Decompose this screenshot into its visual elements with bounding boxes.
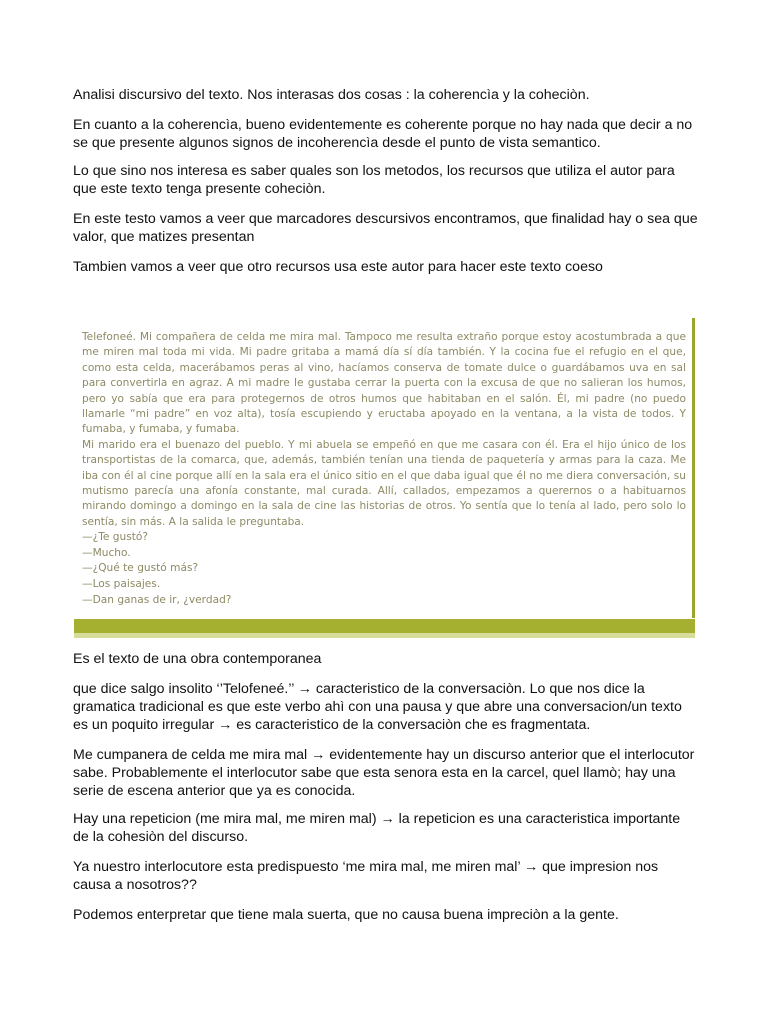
celda-paragraph: Me cumpanera de celda me mira mal → evidentemente hay un discurso anterior que el interlocutor sabe. Probablemente el interlocutor sabe que esta senora esta en la carcel, quel llamò; hay una serie de escena anterior que ya es conocida. [73, 747, 695, 799]
excerpt-text [82, 330, 686, 608]
markers-paragraph: En este testo vamos a veer que marcadores descursivos encontramos, que finalidad hay o sea que valor, que matizes presentan [73, 211, 698, 245]
coherence-paragraph: En cuanto a la coherencìa, bueno evidentemente es coherente porque no hay nada que decir a no se que presente algunos signos de incoherencìa desde el punto de vista semantico. [73, 117, 693, 151]
resources-paragraph: Tambien vamos a veer que otro recursos usa este autor para hacer este texto coeso [73, 259, 603, 275]
excerpt-dialogue-line: —Los paisajes. [82, 577, 161, 590]
interpretation-paragraph: Podemos enterpretar que tiene mala suerta, que no causa buena impreciòn a la gente. [73, 907, 619, 923]
methods-paragraph: Lo que sino nos interesa es saber quales son los metodos, los recursos que utiliza el autor para que este texto tenga presente coheciòn. [73, 163, 675, 197]
excerpt-bottom-rule [74, 619, 695, 633]
excerpt-side-rule [692, 318, 695, 618]
excerpt-dialogue-line: —Dan ganas de ir, ¿verdad? [82, 593, 232, 606]
excerpt-image [74, 318, 695, 638]
excerpt-dialogue-line: —¿Qué te gustó más? [82, 562, 199, 575]
excerpt-dialogue-line: —Mucho. [82, 546, 131, 559]
excerpt-paragraph-2: Mi marido era el buenazo del pueblo. Y mi abuela se empeñó en que me casara con él. Era el hijo único de los transportistas de la comarca, que, además, también tenían una tienda de paquetería y armas para la caza. Me iba con él al cine porque allí en la sala era el único sitio en el que daba igual que él no me diera conversación, su mutismo parecía una afonía constante, mal curada. Allí, callados, empezamos a querernos o a habituarnos mirando domingo a domingo en la sala de cine las historias de otros. Yo sentía que lo tenía al lado, pero solo lo sentía, sin más. A la salida le preguntaba. [82, 438, 686, 528]
contemporary-paragraph: Es el texto de una obra contemporanea [73, 651, 322, 667]
excerpt-bottom-rule-light [74, 633, 695, 638]
predisposed-paragraph: Ya nuestro interlocutore esta predispuesto ‘me mira mal, me miren mal’ → que impresion nos causa a nosotros?? [73, 859, 659, 893]
excerpt-dialogue-line: —¿Te gustó? [82, 531, 148, 544]
excerpt-paragraph-1: Telefoneé. Mi compañera de celda me mira mal. Tampoco me resulta extraño porque estoy acostumbrada a que me miren mal toda mi vida. Mi padre gritaba a mamá día sí día también. Y la cocina fue el refugio en el que, como esta celda, macerábamos peras al vino, hacíamos conserva de tomate dulce o guardábamos uva en sal para convertirla en agraz. A mi madre le gustaba cerrar la puerta con la excusa de que no salieran los humos, pero yo sabía que era para protegernos de otros humos que habitaban en el salón. Él, mi padre (no puedo llamarle “mi padre” en voz alta), tosía escupiendo y eructaba apoyado en la ventana, a la vista de todos. Y fumaba, y fumaba, y fumaba. [82, 331, 686, 436]
telefonee-paragraph: que dice salgo insolito ‘’Telofeneé.’’ → caracteristico de la conversaciòn. Lo que nos dice la gramatica tradicional es que este verbo ahì con una pausa y que abre una conversacion/un texto es un poquito irregular → es caracteristico de la conversaciòn che es fragmentata. [73, 681, 682, 733]
repetition-paragraph: Hay una repeticion (me mira mal, me miren mal) → la repeticion es una caracteristica importante de la cohesiòn del discurso. [73, 811, 681, 845]
intro-paragraph: Analisi discursivo del texto. Nos interasas dos cosas : la coherencìa y la coheciòn. [73, 87, 590, 103]
